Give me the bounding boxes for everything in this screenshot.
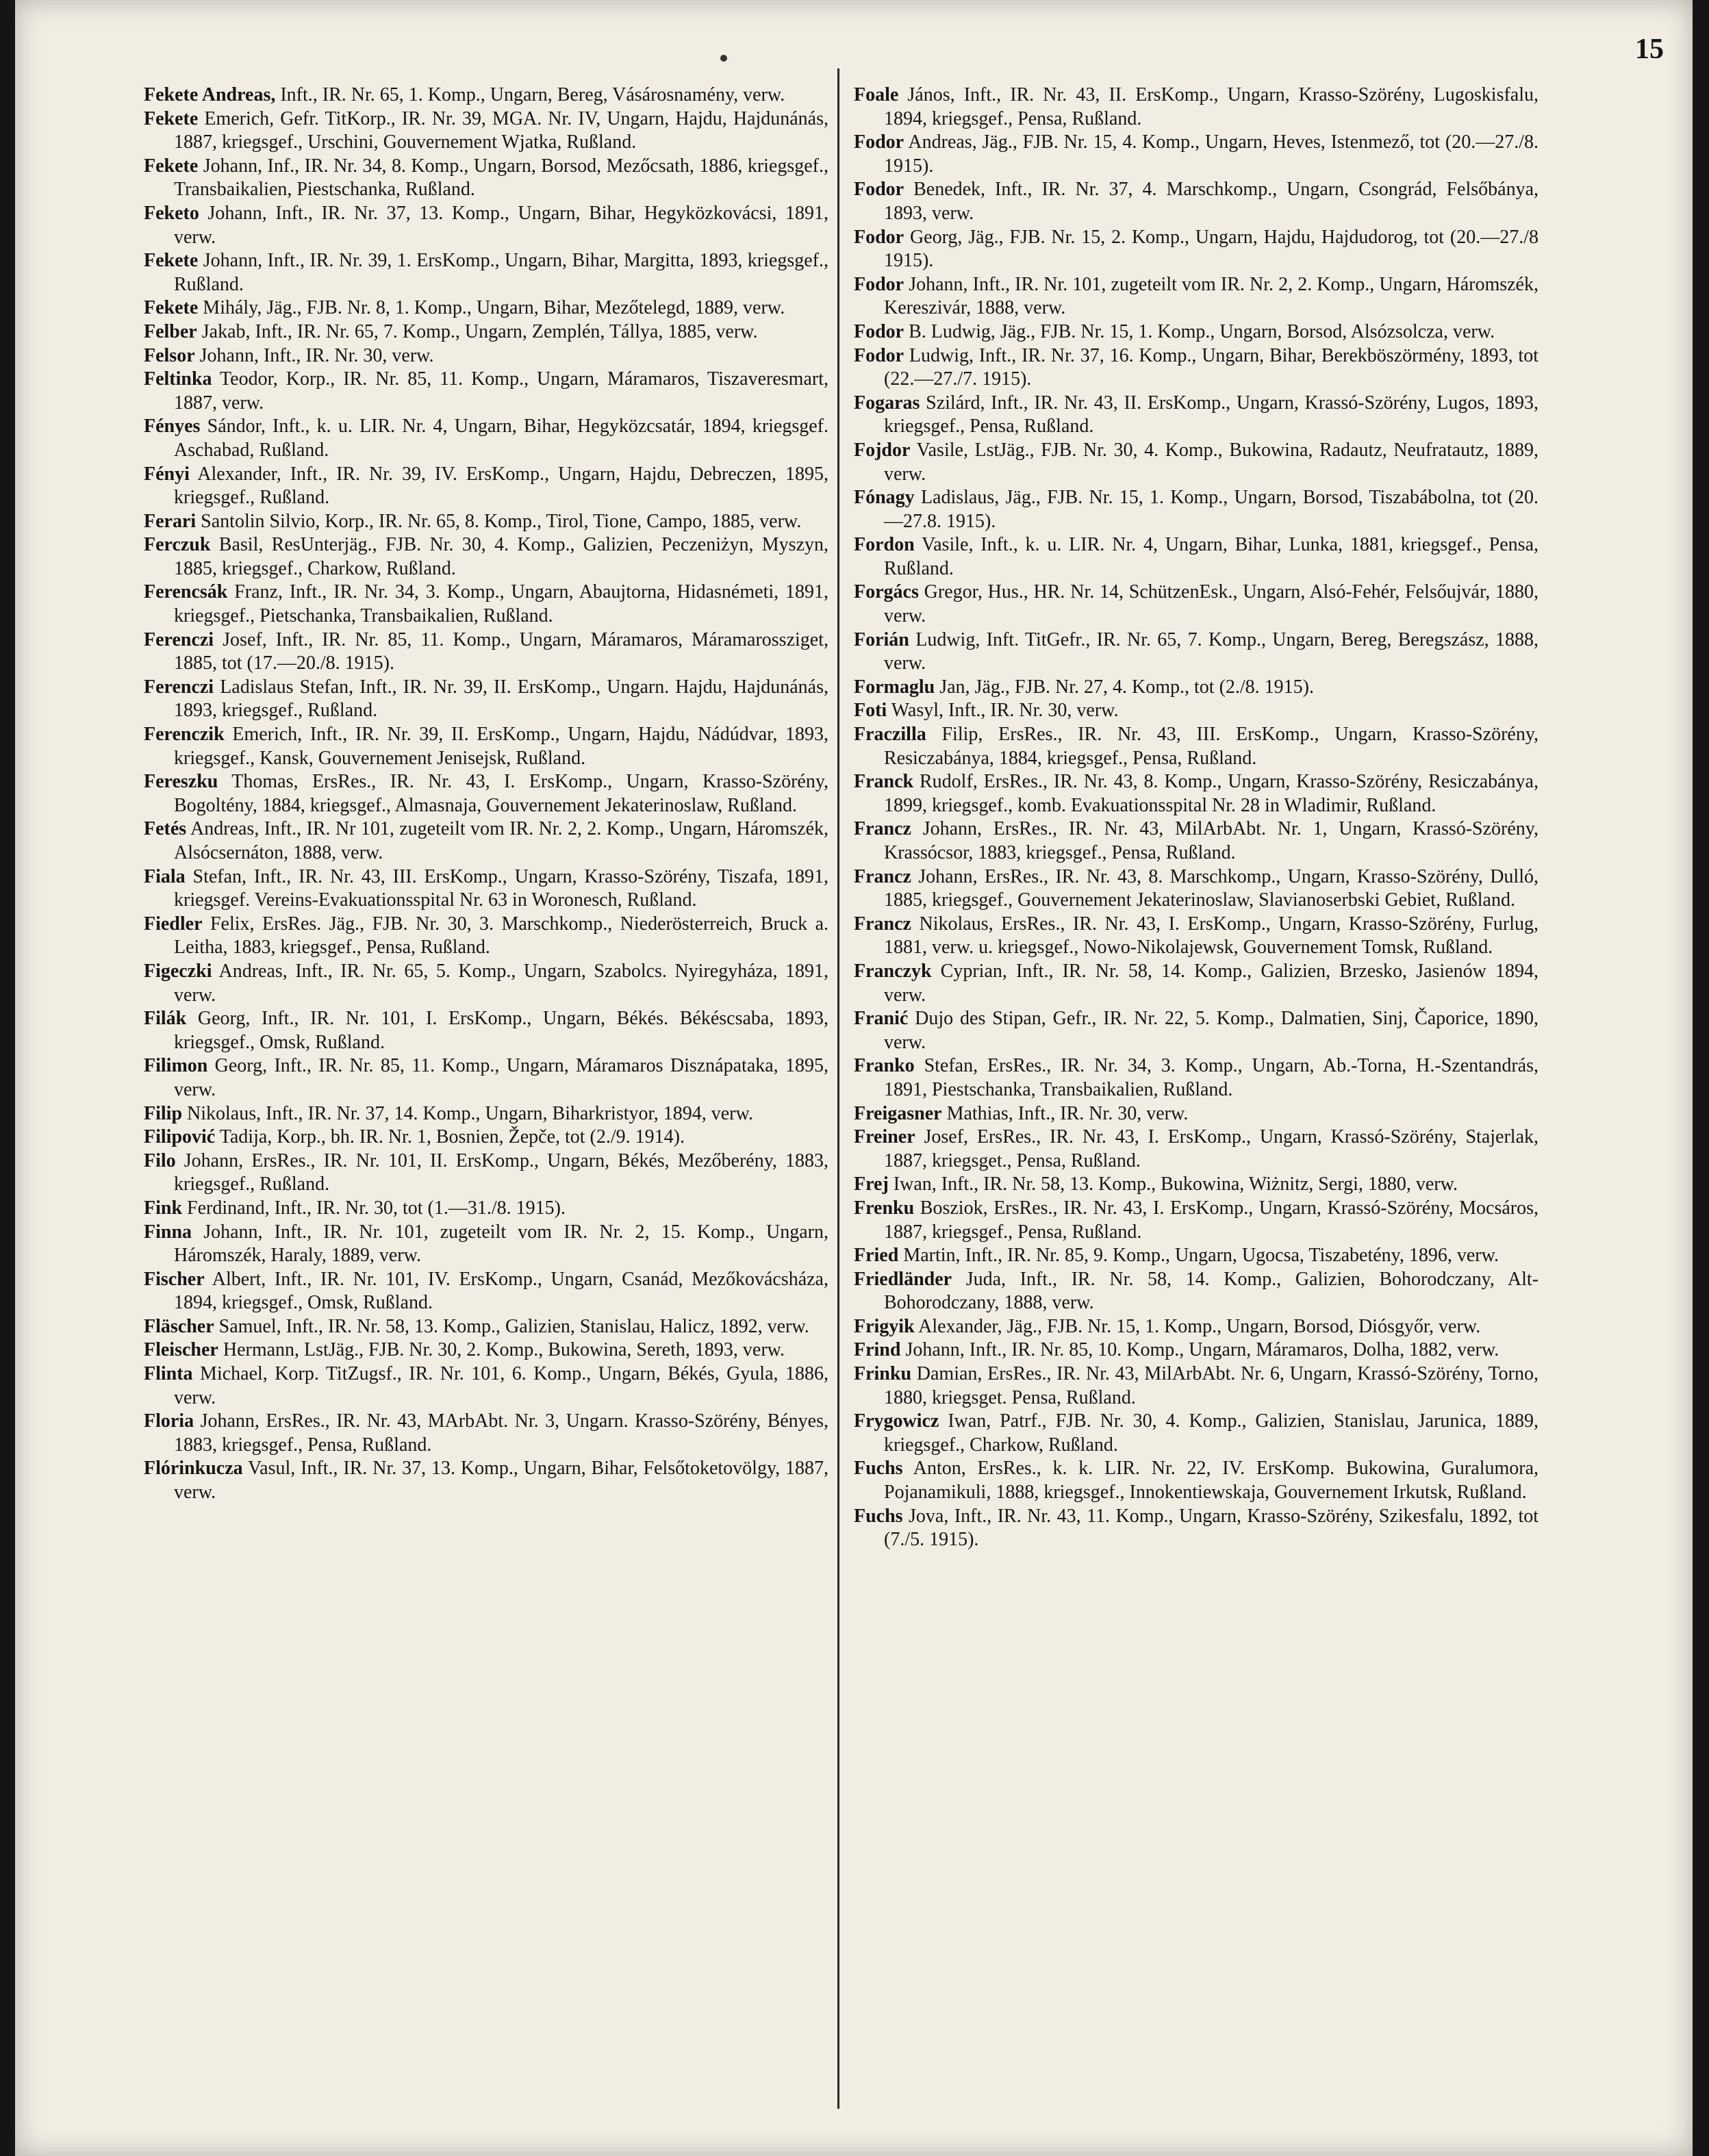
entry-details: Alexander, Inft., IR. Nr. 39, IV. ErsKomp., Ungarn, Hajdu, Debreczen, 1895, kriegsgef., Rußland.: [174, 463, 828, 509]
entry-surname: Fényes: [144, 416, 201, 437]
register-entry: [854, 699, 1539, 723]
entry-details: Iwan, Patrf., FJB. Nr. 30, 4. Komp., Galizien, Stanislau, Jarunica, 1889, kriegsgef., Charkow, Rußland.: [884, 1410, 1539, 1456]
register-entry: [144, 1362, 828, 1410]
column-divider: [837, 68, 839, 2109]
entry-details: Ferdinand, Inft., IR. Nr. 30, tot (1.—31./8. 1915).: [182, 1197, 566, 1219]
entry-surname: Fojdor: [854, 439, 911, 461]
entry-details: Inft., IR. Nr. 65, 1. Komp., Ungarn, Bereg, Vásárosnamény, verw.: [275, 84, 785, 105]
entry-surname: Forián: [854, 629, 909, 650]
entry-surname: Friedländer: [854, 1268, 952, 1290]
entry-surname: Flinta: [144, 1363, 193, 1385]
entry-details: Johann, Inft., IR. Nr. 39, 1. ErsKomp., Ungarn, Bihar, Margitta, 1893, kriegsgef., Rußland.: [174, 250, 828, 295]
print-speck: [720, 55, 727, 62]
entry-surname: Freigasner: [854, 1102, 942, 1124]
entry-surname: Feltinka: [144, 368, 212, 390]
register-entry: [144, 1410, 828, 1457]
entry-details: Wasyl, Inft., IR. Nr. 30, verw.: [887, 700, 1119, 722]
register-entry: [144, 1197, 828, 1221]
entry-surname: Fodor: [854, 226, 904, 248]
entry-details: Dujo des Stipan, Gefr., IR. Nr. 22, 5. Komp., Dalmatien, Sinj, Čaporice, 1890, verw.: [884, 1008, 1539, 1053]
entry-details: János, Inft., IR. Nr. 43, II. ErsKomp., Ungarn, Krasso-Szörény, Lugoskisfalu, 1894, kriegsgef., Pensa, Rußland.: [884, 84, 1539, 129]
entry-details: Hermann, LstJäg., FJB. Nr. 30, 2. Komp., Bukowina, Sereth, 1893, verw.: [218, 1339, 785, 1361]
entry-details: Tadija, Korp., bh. IR. Nr. 1, Bosnien, Žepče, tot (2./9. 1914).: [215, 1126, 685, 1148]
entry-surname: Foti: [854, 700, 887, 722]
register-entry: [144, 533, 828, 581]
entry-surname: Frygowicz: [854, 1410, 939, 1432]
register-entry: [854, 226, 1539, 273]
entry-surname: Fekete: [144, 155, 199, 177]
register-entry: [144, 202, 828, 249]
register-entry: [854, 392, 1539, 439]
entry-surname: Franić: [854, 1008, 909, 1030]
entry-details: Basil, ResUnterjäg., FJB. Nr. 30, 4. Komp., Galizien, Peczeniżyn, Myszyn, 1885, kriegsgef., Charkow, Rußland.: [174, 534, 828, 579]
register-entry: [144, 107, 828, 155]
entry-details: Emerich, Inft., IR. Nr. 39, II. ErsKomp., Ungarn, Hajdu, Nádúdvar, 1893, kriegsgef., Kansk, Gouvernement Jenisejsk, Rußland.: [174, 724, 828, 769]
register-entry: [144, 1126, 828, 1150]
entry-details: Cyprian, Inft., IR. Nr. 58, 14. Komp., Galizien, Brzesko, Jasienów 1894, verw.: [884, 960, 1539, 1006]
page-number: 15: [1635, 34, 1664, 65]
entry-surname: Frigyik: [854, 1315, 915, 1337]
entry-details: Juda, Inft., IR. Nr. 58, 14. Komp., Galizien, Bohorodczany, Alt-Bohorodczany, 1888, verw.: [884, 1268, 1539, 1314]
register-entry: [854, 1126, 1539, 1173]
register-entry: [144, 913, 828, 960]
register-entry: [144, 1054, 828, 1102]
entry-surname: Fogaras: [854, 392, 920, 414]
register-entry: [854, 676, 1539, 700]
register-entry: [144, 1007, 828, 1054]
entry-details: Ludwig, Inft. TitGefr., IR. Nr. 65, 7. Komp., Ungarn, Bereg, Beregszász, 1888, verw.: [884, 629, 1539, 674]
entry-details: Johann, ErsRes., IR. Nr. 101, II. ErsKomp., Ungarn, Békés, Mezőberény, 1883, kriegsgef., Rußland.: [174, 1150, 828, 1195]
register-entry: [854, 273, 1539, 320]
entry-details: Iwan, Inft., IR. Nr. 58, 13. Komp., Bukowina, Wiżnitz, Sergi, 1880, verw.: [888, 1174, 1458, 1195]
entry-surname: Fodor: [854, 131, 904, 153]
register-entry: [854, 1102, 1539, 1126]
register-entry: [144, 817, 828, 865]
register-entry: [854, 1173, 1539, 1197]
entry-surname: Frenku: [854, 1197, 915, 1219]
entry-details: Johann, Inft., IR. Nr. 85, 10. Komp., Ungarn, Máramaros, Dolha, 1882, verw.: [900, 1339, 1499, 1361]
register-entry: [144, 1315, 828, 1339]
entry-surname: Ferenczi: [144, 676, 214, 698]
entry-surname: Floria: [144, 1410, 194, 1432]
entry-surname: Fraczilla: [854, 724, 926, 746]
entry-details: Filip, ErsRes., IR. Nr. 43, III. ErsKomp., Ungarn, Krasso-Szörény, Resiczabánya, 1884, kriegsgef., Pensa, Rußland.: [884, 724, 1539, 769]
entry-surname: Francz: [854, 865, 911, 887]
entry-surname: Fényi: [144, 463, 190, 485]
register-entry: [144, 463, 828, 510]
register-entry: [854, 1244, 1539, 1268]
entry-surname: Fekete: [144, 297, 199, 319]
register-entry: [854, 1197, 1539, 1244]
entry-details: Ladislaus Stefan, Inft., IR. Nr. 39, II. ErsKomp., Ungarn. Hajdu, Hajdunánás, 1893, kriegsgef., Rußland.: [174, 676, 828, 722]
entry-details: Mihály, Jäg., FJB. Nr. 8, 1. Komp., Ungarn, Bihar, Mezőtelegd, 1889, verw.: [198, 297, 785, 319]
entry-details: Johann, ErsRes., IR. Nr. 43, 8. Marschkomp., Ungarn, Krasso-Szörény, Dulló, 1885, kriegsgef., Gouvernement Jekaterinoslaw, Slavianoserbski Gebiet, Rußland.: [884, 865, 1539, 911]
register-entry: [854, 84, 1539, 131]
entry-surname: Fuchs: [854, 1458, 903, 1480]
register-entry: [144, 344, 828, 368]
register-entry: [144, 155, 828, 202]
register-entry: [144, 84, 828, 107]
entry-surname: Filipović: [144, 1126, 216, 1148]
register-entry: [854, 131, 1539, 178]
register-entry: [854, 770, 1539, 817]
register-entry: [854, 1054, 1539, 1102]
entry-surname: Frinku: [854, 1363, 912, 1385]
entry-details: Mathias, Inft., IR. Nr. 30, verw.: [941, 1102, 1189, 1124]
entry-surname: Forgács: [854, 581, 919, 603]
entry-surname: Filimon: [144, 1055, 208, 1077]
entry-details: Emerich, Gefr. TitKorp., IR. Nr. 39, MGA. Nr. IV, Ungarn, Hajdu, Hajdunánás, 1887, kriegsgef., Urschini, Gouvernement Wjatka, Rußland.: [174, 107, 828, 153]
entry-surname: Fereszku: [144, 771, 218, 793]
entry-details: Anton, ErsRes., k. k. LIR. Nr. 22, IV. ErsKomp. Bukowina, Guralumora, Pojanamikuli, 1888, kriegsgef., Innokentiewskaja, Gouvernement Irkutsk, Rußland.: [884, 1458, 1539, 1504]
register-entry: [854, 1362, 1539, 1410]
register-entry: [144, 770, 828, 817]
entry-details: Johann, ErsRes., IR. Nr. 43, MilArbAbt. Nr. 1, Ungarn, Krassó-Szörény, Krassócsor, 1883, kriegsgef., Pensa, Rußland.: [884, 818, 1539, 863]
entry-details: Josef, Inft., IR. Nr. 85, 11. Komp., Ungarn, Máramaros, Máramarossziget, 1885, tot (17.—20./8. 1915).: [174, 629, 828, 674]
entry-details: Martin, Inft., IR. Nr. 85, 9. Komp., Ungarn, Ugocsa, Tiszabetény, 1896, verw.: [898, 1245, 1499, 1267]
entry-details: Nikolaus, Inft., IR. Nr. 37, 14. Komp., Ungarn, Biharkristyor, 1894, verw.: [182, 1102, 753, 1124]
entry-details: Franz, Inft., IR. Nr. 34, 3. Komp., Ungarn, Abaujtorna, Hidasnémeti, 1891, kriegsgef., Pietschanka, Transbaikalien, Rußland.: [174, 581, 828, 627]
register-entry: [854, 1457, 1539, 1504]
entry-details: Josef, ErsRes., IR. Nr. 43, I. ErsKomp., Ungarn, Krassó-Szörény, Stajerlak, 1887, kriegsget., Pensa, Rußland.: [884, 1126, 1539, 1171]
entry-surname: Fekete Andreas,: [144, 84, 276, 105]
entry-surname: Filák: [144, 1008, 187, 1030]
entry-details: Bosziok, ErsRes., IR. Nr. 43, I. ErsKomp., Ungarn, Krassó-Szörény, Mocsáros, 1887, kriegsgef., Pensa, Rußland.: [884, 1197, 1539, 1243]
entry-details: Johann, Inft., IR. Nr. 101, zugeteilt vom IR. Nr. 2, 2. Komp., Ungarn, Háromszék, Kereszivár, 1888, verw.: [884, 273, 1539, 319]
entry-details: Teodor, Korp., IR. Nr. 85, 11. Komp., Ungarn, Máramaros, Tiszaveresmart, 1887, verw.: [174, 368, 828, 414]
entry-details: Jan, Jäg., FJB. Nr. 27, 4. Komp., tot (2./8. 1915).: [935, 676, 1314, 698]
entry-details: Vasul, Inft., IR. Nr. 37, 13. Komp., Ungarn, Bihar, Felsőtoketovölgy, 1887, verw.: [174, 1458, 828, 1504]
register-entry: [854, 913, 1539, 960]
register-entry: [854, 865, 1539, 913]
entry-surname: Figeczki: [144, 960, 212, 982]
entry-details: Benedek, Inft., IR. Nr. 37, 4. Marschkomp., Ungarn, Csongrád, Felsőbánya, 1893, verw.: [884, 179, 1539, 224]
entry-details: Johann, ErsRes., IR. Nr. 43, MArbAbt. Nr. 3, Ungarn. Krasso-Szörény, Bényes, 1883, kriegsgef., Pensa, Rußland.: [174, 1410, 828, 1456]
entry-details: Michael, Korp. TitZugsf., IR. Nr. 101, 6. Komp., Ungarn, Békés, Gyula, 1886, verw.: [174, 1363, 828, 1408]
document-page: [15, 0, 1693, 2156]
register-entry: [854, 723, 1539, 770]
entry-surname: Fodor: [854, 320, 904, 342]
entry-surname: Francz: [854, 913, 911, 935]
register-entry: [854, 486, 1539, 533]
register-entry: [854, 1007, 1539, 1054]
entry-surname: Feketo: [144, 202, 199, 224]
right-column: [854, 84, 1539, 1552]
register-entry: [144, 1102, 828, 1126]
register-entry: [144, 960, 828, 1007]
entry-details: Vasile, Inft., k. u. LIR. Nr. 4, Ungarn, Bihar, Lunka, 1881, kriegsgef., Pensa, Rußland.: [884, 534, 1539, 579]
entry-details: Stefan, Inft., IR. Nr. 43, III. ErsKomp., Ungarn, Krasso-Szörény, Tiszafa, 1891, kriegsgef. Vereins-Evakuationsspital Nr. 63 in Woronesch, Rußland.: [174, 865, 828, 911]
entry-surname: Fleischer: [144, 1339, 218, 1361]
register-entry: [854, 629, 1539, 676]
entry-surname: Fónagy: [854, 487, 915, 509]
entry-surname: Fried: [854, 1245, 899, 1267]
entry-details: Rudolf, ErsRes., IR. Nr. 43, 8. Komp., Ungarn, Krasso-Szörény, Resiczabánya, 1899, kriegsgef., komb. Evakuationsspital Nr. 28 in Wladimir, Rußland.: [884, 771, 1539, 816]
entry-details: Sándor, Inft., k. u. LIR. Nr. 4, Ungarn, Bihar, Hegyközcsatár, 1894, kriegsgef. Aschabad, Rußland.: [174, 416, 828, 461]
register-entry: [144, 296, 828, 320]
entry-surname: Foale: [854, 84, 899, 105]
entry-surname: Franck: [854, 771, 914, 793]
left-column: [144, 84, 828, 1505]
entry-details: Thomas, ErsRes., IR. Nr. 43, I. ErsKomp., Ungarn, Krasso-Szörény, Bogoltény, 1884, kriegsgef., Almasnaja, Gouvernement Jekaterinoslaw, Rußland.: [174, 771, 828, 816]
entry-details: Samuel, Inft., IR. Nr. 58, 13. Komp., Galizien, Stanislau, Halicz, 1892, verw.: [214, 1315, 809, 1337]
entry-surname: Fischer: [144, 1268, 205, 1290]
register-entry: [854, 178, 1539, 225]
entry-surname: Franczyk: [854, 960, 932, 982]
register-entry: [144, 1457, 828, 1504]
entry-surname: Fiedler: [144, 913, 203, 935]
entry-details: Felix, ErsRes. Jäg., FJB. Nr. 30, 3. Marschkomp., Niederösterreich, Bruck a. Leitha, 1883, kriegsgef., Pensa, Rußland.: [174, 913, 828, 959]
entry-surname: Fordon: [854, 534, 915, 556]
entry-details: Johann, Inft., IR. Nr. 37, 13. Komp., Ungarn, Bihar, Hegyközkovácsi, 1891, verw.: [174, 202, 828, 248]
entry-surname: Finna: [144, 1221, 192, 1243]
entry-surname: Fink: [144, 1197, 183, 1219]
entry-details: Andreas, Inft., IR. Nr. 65, 5. Komp., Ungarn, Szabolcs. Nyiregyháza, 1891, verw.: [174, 960, 828, 1006]
register-entry: [144, 1150, 828, 1197]
register-entry: [144, 1339, 828, 1362]
entry-details: Jova, Inft., IR. Nr. 43, 11. Komp., Ungarn, Krasso-Szörény, Szikesfalu, 1892, tot (7./5. 1915).: [884, 1505, 1539, 1551]
entry-surname: Filo: [144, 1150, 176, 1171]
register-entry: [854, 1505, 1539, 1552]
register-entry: [144, 629, 828, 676]
register-entry: [854, 320, 1539, 344]
entry-details: Gregor, Hus., HR. Nr. 14, SchützenEsk., Ungarn, Alsó-Fehér, Felsőujvár, 1880, verw.: [884, 581, 1539, 627]
register-entry: [854, 1339, 1539, 1362]
entry-surname: Franko: [854, 1055, 915, 1077]
entry-details: Albert, Inft., IR. Nr. 101, IV. ErsKomp., Ungarn, Csanád, Mezőkovácsháza, 1894, kriegsgef., Omsk, Rußland.: [174, 1268, 828, 1314]
register-entry: [854, 817, 1539, 865]
entry-details: Georg, Inft., IR. Nr. 101, I. ErsKomp., Ungarn, Békés. Békéscsaba, 1893, kriegsgef., Omsk, Rußland.: [174, 1008, 828, 1053]
entry-surname: Ferari: [144, 510, 197, 532]
register-entry: [854, 344, 1539, 392]
entry-details: Damian, ErsRes., IR. Nr. 43, MilArbAbt. Nr. 6, Ungarn, Krassó-Szörény, Torno, 1880, kriegsget. Pensa, Rußland.: [884, 1363, 1539, 1408]
register-entry: [144, 510, 828, 534]
entry-surname: Fekete: [144, 250, 199, 272]
register-entry: [854, 1268, 1539, 1315]
entry-surname: Formaglu: [854, 676, 935, 698]
entry-surname: Ferencsák: [144, 581, 228, 603]
entry-surname: Fiala: [144, 865, 186, 887]
register-entry: [144, 320, 828, 344]
entry-surname: Fodor: [854, 273, 904, 295]
entry-surname: Fuchs: [854, 1505, 903, 1527]
entry-surname: Fläscher: [144, 1315, 214, 1337]
register-entry: [854, 1315, 1539, 1339]
register-entry: [854, 1410, 1539, 1457]
register-entry: [144, 368, 828, 415]
entry-details: Santolin Silvio, Korp., IR. Nr. 65, 8. Komp., Tirol, Tione, Campo, 1885, verw.: [196, 510, 802, 532]
entry-surname: Felber: [144, 320, 197, 342]
entry-details: Andreas, Jäg., FJB. Nr. 15, 4. Komp., Ungarn, Heves, Istenmező, tot (20.—27./8. 1915).: [884, 131, 1539, 177]
register-entry: [144, 865, 828, 913]
entry-surname: Fekete: [144, 107, 199, 129]
entry-surname: Freiner: [854, 1126, 915, 1148]
register-entry: [144, 415, 828, 462]
entry-details: Johann, Inf., IR. Nr. 34, 8. Komp., Ungarn, Borsod, Mezőcsath, 1886, kriegsgef., Transbaikalien, Piestschanka, Rußland.: [174, 155, 828, 201]
entry-surname: Ferczuk: [144, 534, 211, 556]
entry-details: Szilárd, Inft., IR. Nr. 43, II. ErsKomp., Ungarn, Krassó-Szörény, Lugos, 1893, kriegsgef., Pensa, Rußland.: [884, 392, 1539, 437]
entry-surname: Fodor: [854, 179, 904, 201]
entry-surname: Ferenczi: [144, 629, 214, 650]
entry-details: Nikolaus, ErsRes., IR. Nr. 43, I. ErsKomp., Ungarn, Krasso-Szörény, Furlug, 1881, verw. u. kriegsgef., Nowo-Nikolajewsk, Gouvernement Tomsk, Rußland.: [884, 913, 1539, 959]
entry-details: Vasile, LstJäg., FJB. Nr. 30, 4. Komp., Bukowina, Radautz, Neufratautz, 1889, verw.: [884, 439, 1539, 485]
entry-details: Stefan, ErsRes., IR. Nr. 34, 3. Komp., Ungarn, Ab.-Torna, H.-Szentandrás, 1891, Piestschanka, Transbaikalien, Rußland.: [884, 1055, 1539, 1100]
register-entry: [144, 676, 828, 723]
entry-details: Johann, Inft., IR. Nr. 101, zugeteilt vom IR. Nr. 2, 15. Komp., Ungarn, Háromszék, Haraly, 1889, verw.: [174, 1221, 828, 1267]
register-entry: [854, 533, 1539, 581]
register-entry: [144, 581, 828, 628]
entry-details: Alexander, Jäg., FJB. Nr. 15, 1. Komp., Ungarn, Borsod, Diósgyőr, verw.: [914, 1315, 1481, 1337]
entry-surname: Frej: [854, 1174, 889, 1195]
entry-details: B. Ludwig, Jäg., FJB. Nr. 15, 1. Komp., Ungarn, Borsod, Alsózsolcza, verw.: [904, 320, 1495, 342]
entry-surname: Francz: [854, 818, 911, 840]
entry-details: Georg, Jäg., FJB. Nr. 15, 2. Komp., Ungarn, Hajdu, Hajdudorog, tot (20.—27./8 1915).: [884, 226, 1539, 272]
register-entry: [854, 581, 1539, 628]
entry-surname: Frind: [854, 1339, 901, 1361]
register-entry: [144, 1268, 828, 1315]
register-entry: [854, 439, 1539, 486]
register-entry: [144, 249, 828, 296]
entry-details: Andreas, Inft., IR. Nr 101, zugeteilt vom IR. Nr. 2, 2. Komp., Ungarn, Háromszék, Alsócsernáton, 1888, verw.: [174, 818, 828, 863]
entry-surname: Filip: [144, 1102, 183, 1124]
entry-details: Ludwig, Inft., IR. Nr. 37, 16. Komp., Ungarn, Bihar, Berekböszörmény, 1893, tot (22.—27./7. 1915).: [884, 344, 1539, 390]
entry-surname: Fetés: [144, 818, 187, 840]
entry-details: Ladislaus, Jäg., FJB. Nr. 15, 1. Komp., Ungarn, Borsod, Tiszabábolna, tot (20.—27.8. 1915).: [884, 487, 1539, 532]
entry-surname: Flórinkucza: [144, 1458, 243, 1480]
entry-surname: Fodor: [854, 344, 904, 366]
register-entry: [854, 960, 1539, 1007]
register-entry: [144, 723, 828, 770]
entry-surname: Ferenczik: [144, 724, 225, 746]
entry-surname: Felsor: [144, 344, 195, 366]
entry-details: Georg, Inft., IR. Nr. 85, 11. Komp., Ungarn, Máramaros Disznápataka, 1895, verw.: [174, 1055, 828, 1100]
entry-details: Johann, Inft., IR. Nr. 30, verw.: [194, 344, 434, 366]
register-entry: [144, 1221, 828, 1268]
entry-details: Jakab, Inft., IR. Nr. 65, 7. Komp., Ungarn, Zemplén, Tállya, 1885, verw.: [197, 320, 758, 342]
